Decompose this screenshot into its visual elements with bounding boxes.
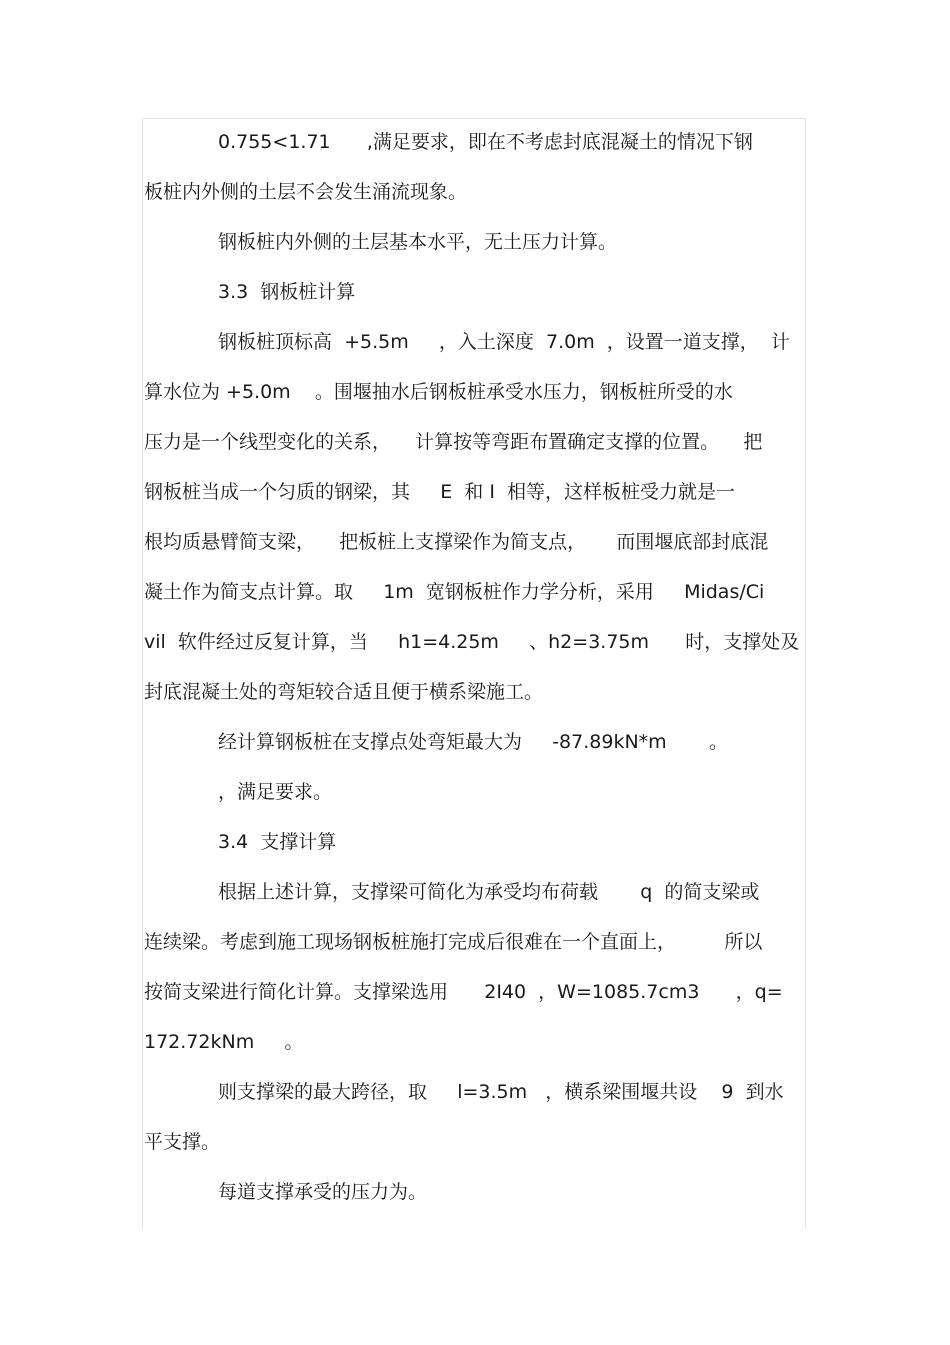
document-body — [144, 120, 806, 1220]
text-line: 根均质悬臂简支梁， 把板桩上支撑梁作为简支点， 而围堰底部封底混 — [144, 531, 769, 553]
section-heading: 3.3 钢板桩计算 — [218, 281, 356, 303]
text-line: 则支撑梁的最大跨径，取 l=3.5m ，横系梁围堰共设 9 到水 — [218, 1081, 784, 1103]
text-line: 连续梁。考虑到施工现场钢板桩施打完成后很难在一个直面上， 所以 — [144, 931, 763, 953]
text-line: 平支撑。 — [144, 1131, 221, 1153]
text-line: 根据上述计算，支撑梁可简化为承受均布荷载 q 的简支梁或 — [218, 881, 760, 903]
text-line: 172.72kNm 。 — [144, 1031, 304, 1053]
text-line: vil 软件经过反复计算，当 h1=4.25m 、h2=3.75m 时，支撑处及 — [144, 631, 800, 653]
text-line: 0.755<1.71 ,满足要求，即在不考虑封底混凝土的情况下钢 — [218, 131, 753, 153]
text-line: 钢板桩顶标高 +5.5m ，入土深度 7.0m ，设置一道支撑， 计 — [218, 331, 790, 353]
text-line: 经计算钢板桩在支撑点处弯矩最大为 -87.89kN*m 。 — [218, 731, 728, 753]
text-line: 钢板桩当成一个匀质的钢梁，其 E 和 I 相等，这样板桩受力就是一 — [144, 481, 736, 503]
text-line: ，满足要求。 — [218, 781, 333, 803]
text-line: 算水位为 +5.0m 。围堰抽水后钢板桩承受水压力，钢板桩所受的水 — [144, 381, 733, 403]
text-line: 每道支撑承受的压力为。 — [218, 1181, 428, 1203]
text-line: 封底混凝土处的弯矩较合适且便于横系梁施工。 — [144, 681, 544, 703]
section-heading: 3.4 支撑计算 — [218, 831, 337, 853]
text-line: 钢板桩内外侧的土层基本水平，无土压力计算。 — [218, 231, 618, 253]
text-line: 凝土作为简支点计算。取 1m 宽钢板桩作力学分析，采用 Midas/Ci — [144, 581, 765, 603]
text-line: 按简支梁进行简化计算。支撑梁选用 2I40 ，W=1085.7cm3 ，q= — [144, 981, 783, 1003]
text-line: 压力是一个线型变化的关系， 计算按等弯距布置确定支撑的位置。 把 — [144, 431, 763, 453]
text-line: 板桩内外侧的土层不会发生涌流现象。 — [144, 181, 468, 203]
